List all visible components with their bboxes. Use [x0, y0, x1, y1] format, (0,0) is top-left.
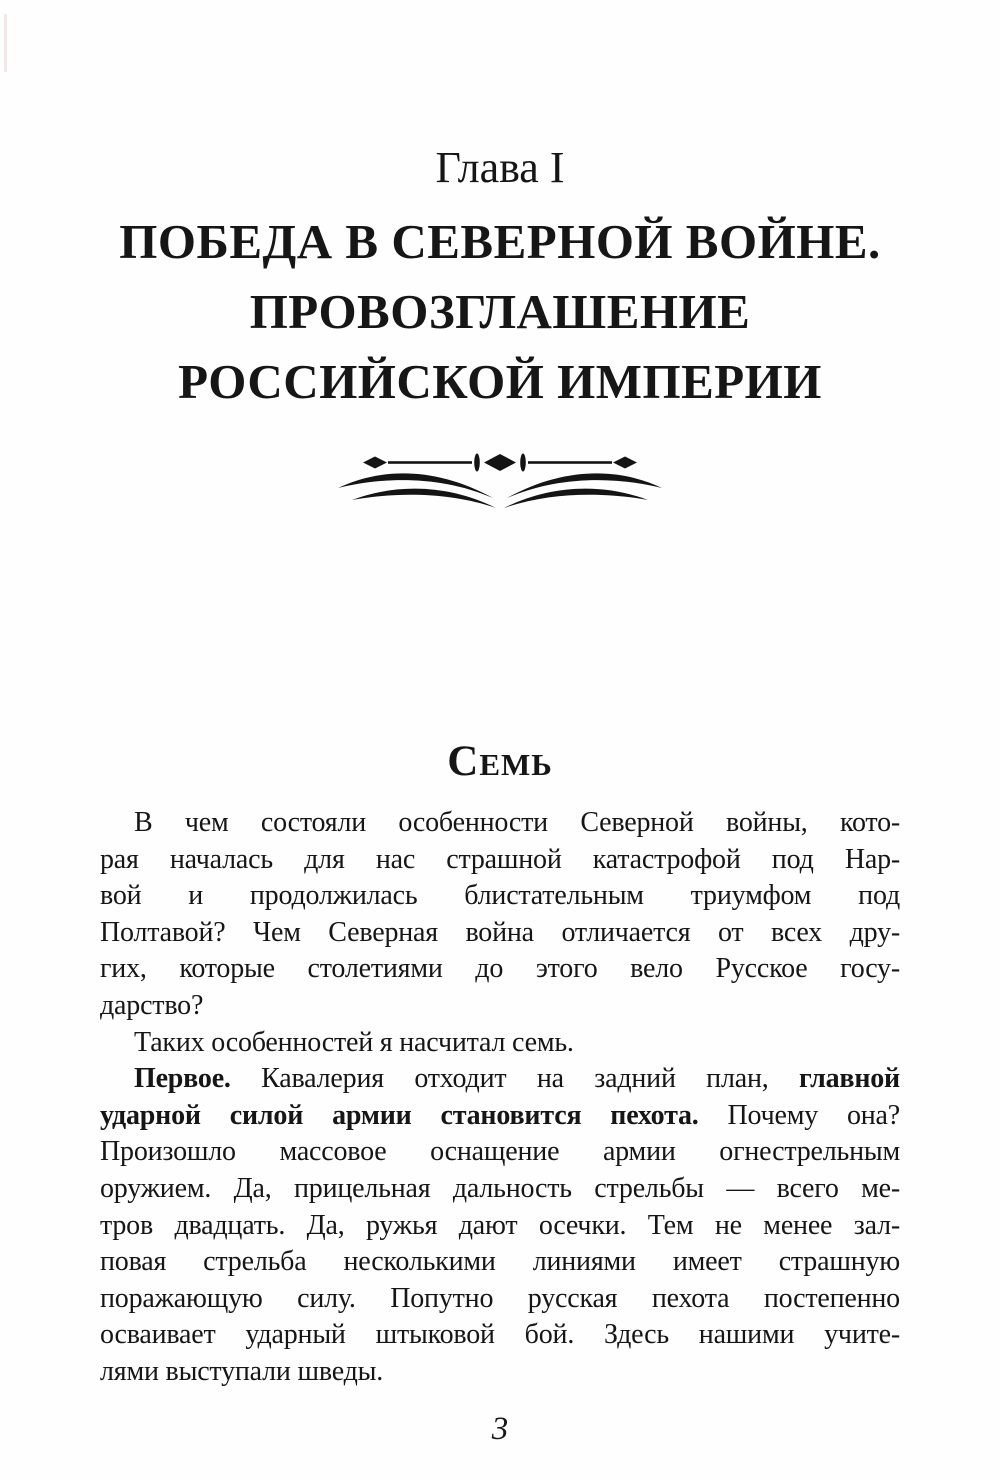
text-run: дарство?	[100, 989, 204, 1021]
text-run: осваивает ударный штыковой бой. Здесь нашими учите-	[100, 1319, 900, 1351]
chapter-title-line: РОССИЙСКОЙ ИМПЕРИИ	[178, 354, 822, 409]
body-line	[100, 1134, 900, 1171]
chapter-label: Глава I	[435, 143, 565, 192]
section-heading-lead: С	[447, 738, 480, 785]
body-line	[100, 878, 900, 915]
bold-text-run: главной	[799, 1063, 900, 1095]
text-run: оружием. Да, прицельная дальность стрельбы — всего ме-	[100, 1172, 900, 1204]
text-run: тров двадцать. Да, ружья дают осечки. Тем не менее зал-	[100, 1209, 900, 1241]
text-run: повая стрельба несколькими линиями имеет страшную	[100, 1246, 900, 1278]
body-line	[100, 805, 900, 842]
body-line	[100, 1171, 900, 1208]
text-run: Почему она?	[698, 1099, 900, 1131]
chapter-title-line: ПРОВОЗГЛАШЕНИЕ	[249, 284, 751, 339]
text-run: Полтавой? Чем Северная война отличается от всех дру-	[100, 916, 900, 948]
text-run: вой и продолжилась блистательным триумфом под	[100, 880, 900, 912]
body-line	[100, 1281, 900, 1318]
divider-flourish-icon	[330, 448, 670, 510]
body-line	[100, 1208, 900, 1245]
text-run: Кавалерия отходит на задний план,	[230, 1063, 799, 1095]
text-run: поражающую силу. Попутно русская пехота постепенно	[100, 1282, 900, 1314]
body-line	[100, 915, 900, 952]
body-line	[100, 1025, 900, 1062]
body-line	[100, 1098, 900, 1135]
body-text	[100, 805, 900, 1391]
page-number: 3	[491, 1411, 509, 1447]
text-run: рая началась для нас страшной катастрофой под Нар-	[100, 843, 900, 875]
section-heading-rest: ЕМЬ	[479, 747, 553, 782]
text-run: Произошло массовое оснащение армии огнестрельным	[100, 1136, 900, 1168]
body-line	[100, 842, 900, 879]
section-heading	[0, 740, 1000, 783]
text-run: лями выступали шведы.	[100, 1355, 384, 1387]
body-line	[100, 988, 900, 1025]
scan-artifact	[4, 14, 7, 72]
text-run: В чем состояли особенности Северной войны, кото-	[134, 807, 900, 838]
body-line	[100, 1354, 900, 1391]
chapter-title-line: ПОБЕДА В СЕВЕРНОЙ ВОЙНЕ.	[119, 214, 881, 269]
text-run: гих, которые столетиями до этого вело Русское госу-	[100, 953, 900, 985]
body-line	[100, 1061, 900, 1098]
bold-text-run: Первое.	[134, 1063, 231, 1095]
body-line	[100, 951, 900, 988]
text-run: Таких особенностей я насчитал семь.	[134, 1026, 574, 1058]
body-line	[100, 1317, 900, 1354]
body-line	[100, 1244, 900, 1281]
bold-text-run: ударной силой армии становится пехота.	[100, 1099, 699, 1131]
chapter-title	[0, 207, 1000, 417]
